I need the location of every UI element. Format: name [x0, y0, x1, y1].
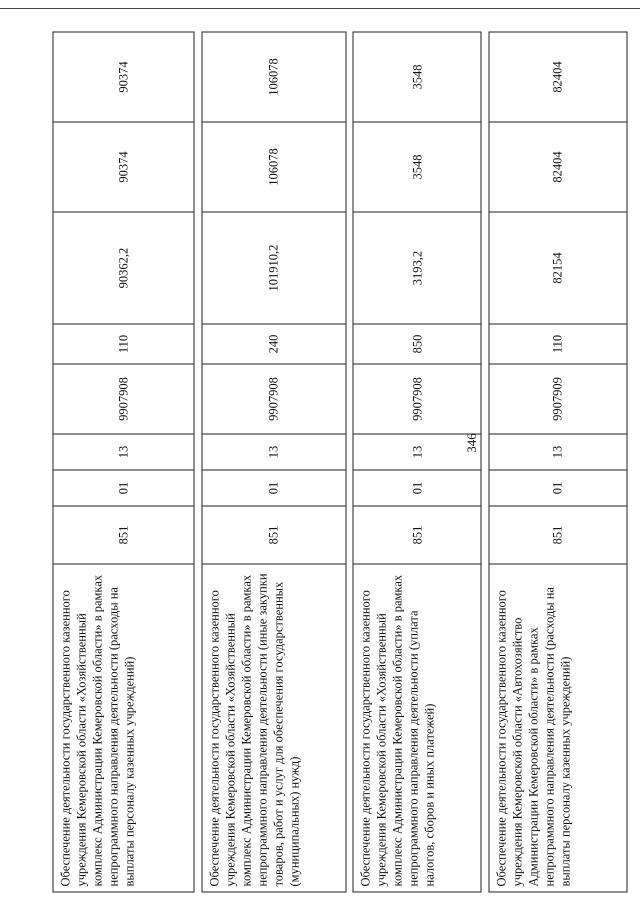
row-vid-raskhodov: 240: [202, 324, 346, 364]
row-amount-2: 82404: [489, 122, 627, 212]
row-description: Обеспечение деятельности государственного казенного учреждения Кемеровской области «Хозяйственный комплекс Администрации Кемеровской области» в рамках непрограммного направления деятельности (расходы на выплаты персоналу казенных учреждений): [53, 564, 194, 892]
row-tselevaya-statya: 9907908: [202, 364, 346, 434]
row-amount-3: 90374: [53, 32, 194, 122]
row-ved: 851: [202, 506, 346, 564]
row-gap: [194, 32, 202, 892]
row-vid-raskhodov: 110: [489, 324, 627, 364]
row-amount-2: 106078: [202, 122, 346, 212]
row-tselevaya-statya: 9907909: [489, 364, 627, 434]
row-vid-raskhodov: 850: [353, 324, 481, 364]
row-amount-1: 90362,2: [53, 212, 194, 324]
row-razdel: 01: [489, 470, 627, 506]
row-description: Обеспечение деятельности государственного казенного учреждения Кемеровской области «Хозяйственный комплекс Администрации Кемеровской области» в рамках непрограммного направления деятельности (иные закупки товаров, работ и услуг для обеспечения государственных (муниципальных) нужд): [202, 564, 346, 892]
table-row: [353, 32, 481, 892]
row-ved: 851: [53, 506, 194, 564]
row-amount-3: 3548: [353, 32, 481, 122]
row-amount-1: 3193,2: [353, 212, 481, 324]
row-vid-raskhodov: 110: [53, 324, 194, 364]
top-rule: [0, 8, 640, 9]
table-row: [489, 32, 627, 892]
row-razdel: 01: [202, 470, 346, 506]
table-row: [202, 32, 346, 892]
row-amount-3: 82404: [489, 32, 627, 122]
row-description: Обеспечение деятельности государственного казенного учреждения Кемеровской области «Автохозяйство Администрации Кемеровской области» в рамках непрограммного направления деятельности (расходы на выплаты персоналу казенных учреждений): [489, 564, 627, 892]
row-podrazdel: 13: [353, 434, 481, 470]
budget-table-wrapper: [53, 33, 628, 893]
row-description: Обеспечение деятельности государственного казенного учреждения Кемеровской области «Хозяйственный комплекс Администрации Кемеровской области» в рамках непрограммного направления деятельности (уплата налогов, сборов и иных платежей): [353, 564, 481, 892]
row-tselevaya-statya: 9907908: [53, 364, 194, 434]
row-amount-3: 106078: [202, 32, 346, 122]
row-gap: [346, 32, 354, 892]
row-amount-1: 101910,2: [202, 212, 346, 324]
page-number: 346: [464, 433, 479, 453]
row-amount-1: 82154: [489, 212, 627, 324]
row-ved: 851: [353, 506, 481, 564]
row-razdel: 01: [353, 470, 481, 506]
row-amount-2: 90374: [53, 122, 194, 212]
table-row: [53, 32, 194, 892]
row-amount-2: 3548: [353, 122, 481, 212]
row-ved: 851: [489, 506, 627, 564]
row-podrazdel: 13: [53, 434, 194, 470]
row-gap: [481, 32, 489, 892]
row-tselevaya-statya: 9907908: [353, 364, 481, 434]
row-podrazdel: 13: [202, 434, 346, 470]
budget-table: [53, 32, 628, 893]
row-razdel: 01: [53, 470, 194, 506]
row-podrazdel: 13: [489, 434, 627, 470]
